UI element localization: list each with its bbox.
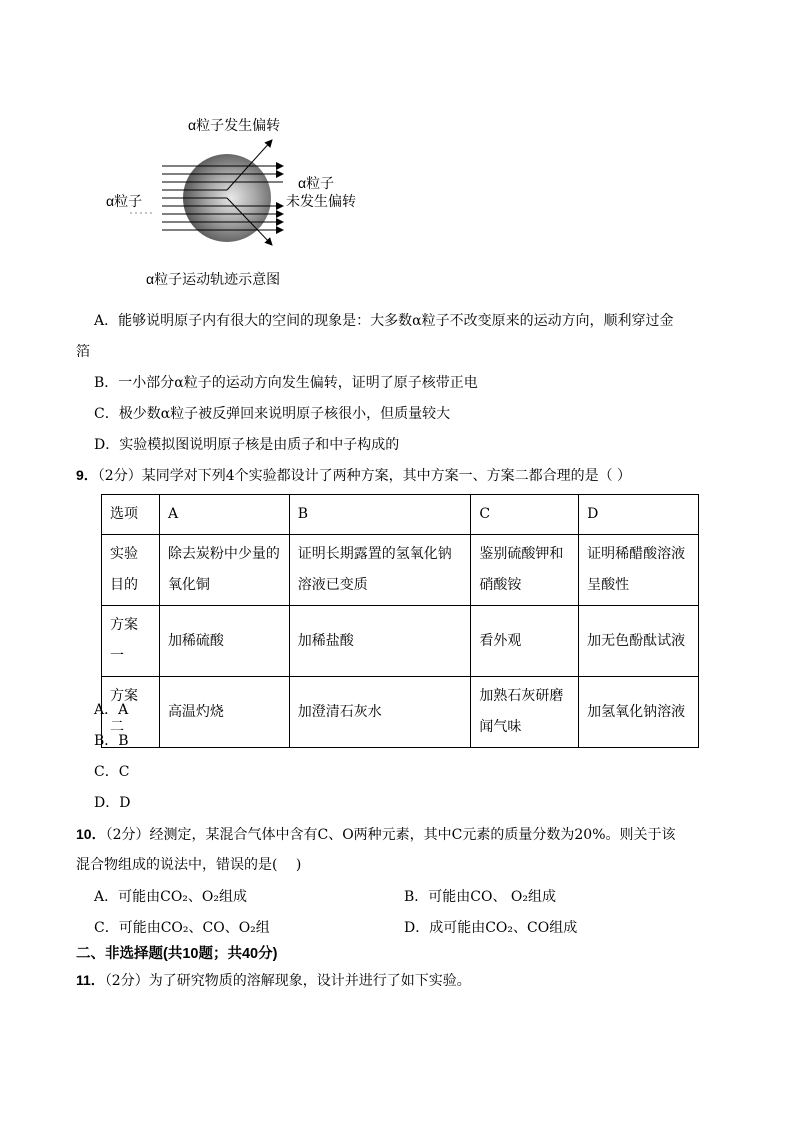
q10-option-b: B．可能由CO、 O₂组成	[404, 889, 557, 905]
table-cell: 加无色酚酞试液	[579, 606, 699, 677]
table-cell: D	[579, 495, 699, 535]
table-row	[102, 495, 699, 535]
table-cell: 加澄清石灰水	[289, 677, 471, 748]
q10-option-d: D．成可能由CO₂、CO组成	[404, 920, 578, 936]
table-cell: 加氢氧化钠溶液	[579, 677, 699, 748]
q8-option-c: C．极少数α粒子被反弹回来说明原子核很小，但质量较大	[94, 406, 451, 422]
table-cell: C	[471, 495, 579, 535]
q9-number: 9．	[76, 467, 98, 483]
table-cell: A	[159, 495, 289, 535]
table-cell: B	[289, 495, 471, 535]
table-cell: 证明稀醋酸溶液呈酸性	[579, 535, 699, 606]
table-cell: 加稀硫酸	[159, 606, 289, 677]
section-title: 二、非选择题(共10题；共40分)	[76, 946, 278, 962]
table-row	[102, 606, 699, 677]
q9-stem-text: （2分）某同学对下列4个实验都设计了两种方案，其中方案一、方案二都合理的是（ ）	[97, 468, 632, 484]
table-cell: 鉴别硫酸钾和硝酸铵	[471, 535, 579, 606]
table-cell: 除去炭粉中少量的氧化铜	[159, 535, 289, 606]
table-cell: 选项	[102, 495, 160, 535]
label-alpha-deflect: α粒子发生偏转	[188, 117, 281, 133]
q9-options-table	[101, 494, 699, 748]
q10-stem-line2: 混合物组成的说法中，错误的是( )	[76, 857, 302, 873]
table-cell: 证明长期露置的氢氧化钠溶液已变质	[289, 535, 471, 606]
q10-option-a: A．可能由CO₂、O₂组成	[94, 889, 248, 905]
table-cell: 看外观	[471, 606, 579, 677]
q8-option-a-line2: 箔	[76, 344, 90, 360]
q8-option-d: D．实验模拟图说明原子核是由质子和中子构成的	[94, 437, 400, 453]
label-alpha-through-1: α粒子	[298, 175, 335, 191]
table-cell: 加稀盐酸	[289, 606, 471, 677]
label-alpha-through-2: 未发生偏转	[286, 193, 356, 209]
table-row	[102, 677, 699, 748]
q9-stem	[76, 465, 631, 486]
table-cell: 高温灼烧	[159, 677, 289, 748]
q10-stem-line1	[76, 824, 676, 845]
q10-stem-text: （2分）经测定，某混合气体中含有C、O两种元素，其中C元素的质量分数为20%。则关于该	[105, 827, 676, 843]
q8-option-a-line1: A．能够说明原子内有很大的空间的现象是：大多数α粒子不改变原来的运动方向，顺利穿过金	[94, 313, 674, 329]
q9-option-c: C．C	[94, 764, 130, 780]
table-cell: 加熟石灰研磨闻气味	[471, 677, 579, 748]
table-cell: 方案二	[102, 677, 160, 748]
q10-option-c: C．可能由CO₂、CO、O₂组	[94, 920, 270, 936]
table-row	[102, 535, 699, 606]
q10-number: 10．	[76, 826, 106, 842]
q8-option-b: B．一小部分α粒子的运动方向发生偏转，证明了原子核带正电	[94, 375, 478, 391]
label-alpha-source: α粒子	[106, 193, 143, 209]
table-cell: 实验目的	[102, 535, 160, 606]
figure-caption: α粒子运动轨迹示意图	[146, 271, 281, 287]
q9-option-d: D．D	[94, 795, 131, 811]
q11-stem-text: （2分）为了研究物质的溶解现象，设计并进行了如下实验。	[104, 973, 471, 989]
q9-option-a: A．A	[94, 702, 129, 718]
q11-stem	[76, 970, 471, 991]
q9-option-b: B．B	[94, 733, 129, 749]
table-cell: 方案一	[102, 606, 160, 677]
q11-number: 11．	[76, 972, 105, 988]
